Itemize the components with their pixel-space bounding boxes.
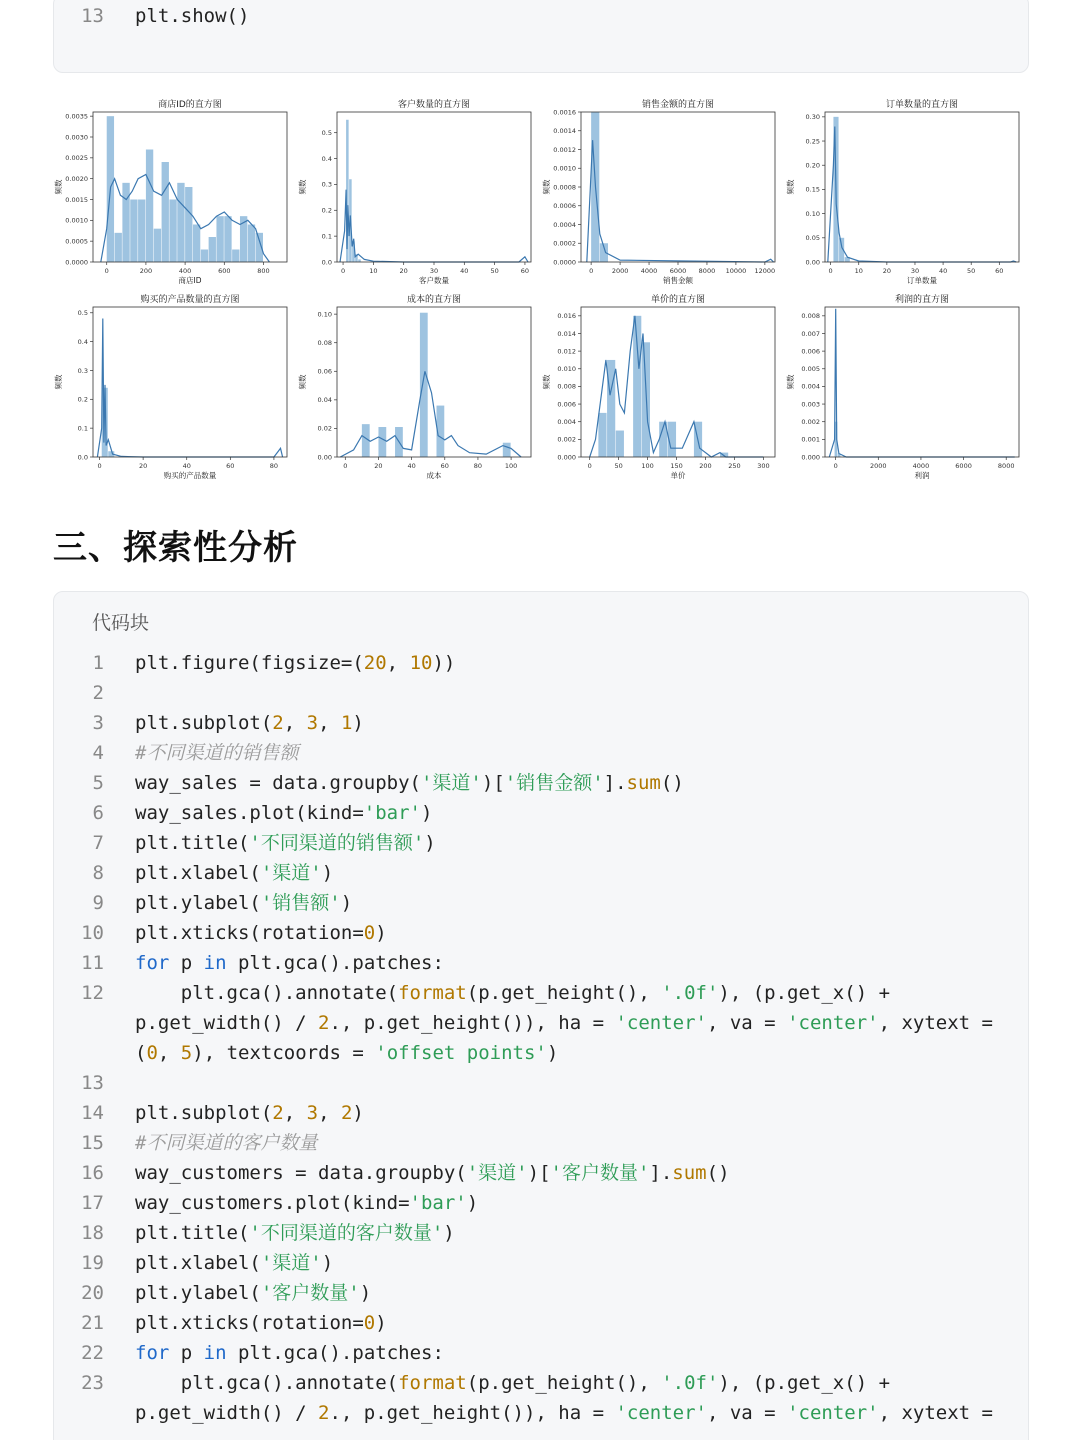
code-line (54, 888, 1028, 918)
code-text: p.get_width() / 2., p.get_height()), ha = 'center', va = 'center', xytext = (135, 1012, 993, 1034)
line-number: 14 (81, 1102, 104, 1124)
kde-line (587, 140, 774, 262)
y-axis-label: 频数 (786, 374, 795, 390)
y-tick-label: 0.20 (805, 161, 820, 170)
chart-title: 客户数量的直方图 (397, 100, 471, 110)
line-number: 9 (92, 892, 104, 914)
line-number: 3 (92, 712, 104, 734)
y-tick-label: 0.0004 (553, 220, 576, 229)
x-tick-label: 200 (699, 462, 712, 470)
x-tick-label: 40 (407, 462, 416, 470)
x-tick-label: 0 (104, 267, 109, 275)
y-tick-label: 0.0016 (553, 108, 576, 117)
line-number: 17 (81, 1192, 104, 1214)
x-tick-label: 2000 (870, 462, 887, 470)
y-tick-label: 0.003 (801, 400, 820, 409)
y-tick-label: 0.0 (321, 258, 332, 267)
line-number: 18 (81, 1222, 104, 1244)
line-number: 8 (92, 862, 104, 884)
chart-title: 购买的产品数量的直方图 (140, 295, 240, 305)
plot-frame (825, 307, 1019, 457)
plot-frame (337, 112, 531, 262)
code-text: plt.xlabel('渠道') (135, 862, 334, 884)
y-tick-label: 0.0020 (65, 174, 88, 183)
line-number: 10 (81, 922, 104, 944)
line-number: 13 (81, 1072, 104, 1094)
code-text: plt.gca().annotate(format(p.get_height(), '.0f'), (p.get_x() + (135, 1372, 891, 1394)
code-text: way_sales.plot(kind='bar') (135, 802, 433, 824)
line-number: 16 (81, 1162, 104, 1184)
y-tick-label: 0.0000 (65, 258, 88, 267)
code-line (54, 798, 1028, 828)
histogram-bar (224, 216, 231, 262)
y-tick-label: 0.5 (77, 309, 88, 318)
x-tick-label: 0 (833, 462, 838, 470)
code-text: plt.gca().annotate(format(p.get_height(), '.0f'), (p.get_x() + (135, 982, 891, 1004)
chart-title: 单价的直方图 (650, 295, 706, 305)
x-tick-label: 0 (589, 267, 594, 275)
y-tick-label: 0.0035 (65, 112, 88, 121)
code-text: way_customers.plot(kind='bar') (135, 1192, 479, 1214)
code-text: plt.subplot(2, 3, 2) (135, 1102, 364, 1124)
x-tick-label: 200 (139, 267, 153, 275)
line-number: 19 (81, 1252, 104, 1274)
y-tick-label: 0.016 (557, 312, 576, 321)
y-tick-label: 0.02 (317, 424, 332, 433)
y-tick-label: 0.0030 (65, 133, 88, 142)
y-axis-label: 频数 (786, 179, 795, 195)
x-tick-label: 800 (257, 267, 270, 275)
line-number: 20 (81, 1282, 104, 1304)
histogram-bar (201, 250, 208, 263)
code-text: plt.ylabel('销售额') (135, 892, 353, 914)
x-tick-label: 0 (828, 267, 833, 275)
y-tick-label: 0.10 (805, 209, 820, 218)
x-tick-label: 30 (429, 267, 439, 275)
histogram-bar (633, 316, 641, 457)
code-text: plt.title('不同渠道的销售额') (135, 832, 436, 854)
histogram-bar (154, 229, 161, 262)
code-line (54, 918, 1028, 948)
y-tick-label: 0.3 (321, 180, 332, 189)
histogram-bar (232, 250, 239, 263)
x-tick-label: 30 (910, 267, 920, 275)
y-tick-label: 0.10 (317, 310, 332, 319)
line-number: 23 (81, 1372, 104, 1394)
y-tick-label: 0.0012 (553, 145, 576, 154)
y-tick-label: 0.08 (317, 339, 332, 348)
plot-frame (825, 112, 1019, 262)
histogram-bar (248, 225, 255, 263)
line-number: 1 (92, 652, 104, 674)
histogram-bar (598, 413, 606, 457)
histogram-bar (115, 233, 122, 262)
code-line (54, 1008, 1028, 1038)
x-tick-label: 10000 (725, 267, 747, 275)
line-number: 6 (92, 802, 104, 824)
y-tick-label: 0.006 (801, 347, 820, 356)
code-text: plt.xlabel('渠道') (135, 1252, 334, 1274)
x-tick-label: 0 (587, 462, 592, 470)
y-tick-label: 0.000 (801, 453, 820, 462)
code-text: for p in plt.gca().patches: (135, 952, 444, 974)
code-line (54, 1278, 1028, 1308)
y-tick-label: 0.4 (77, 337, 88, 346)
code-text: for p in plt.gca().patches: (135, 1342, 444, 1364)
code-text: #不同渠道的客户数量 (135, 1132, 318, 1154)
x-tick-label: 40 (460, 267, 469, 275)
x-tick-label: 60 (440, 462, 449, 470)
code-text: plt.title('不同渠道的客户数量') (135, 1222, 455, 1244)
x-tick-label: 8000 (698, 267, 716, 275)
x-tick-label: 400 (178, 267, 192, 275)
y-tick-label: 0.008 (557, 382, 576, 391)
code-text: plt.show() (135, 5, 250, 27)
histogram-bar (185, 187, 192, 262)
section-heading: 三、探索性分析 (53, 528, 298, 568)
y-axis-label: 频数 (542, 374, 551, 390)
x-tick-label: 100 (504, 462, 518, 470)
x-tick-label: 0 (97, 462, 102, 470)
y-tick-label: 0.0 (77, 453, 88, 462)
x-tick-label: 40 (938, 267, 948, 275)
x-axis-label: 购买的产品数量 (163, 471, 217, 480)
line-number: 21 (81, 1312, 104, 1334)
y-tick-label: 0.0006 (553, 202, 576, 211)
y-axis-label: 频数 (542, 179, 551, 195)
y-tick-label: 0.0010 (553, 164, 576, 173)
x-axis-label: 订单数量 (907, 276, 937, 285)
y-tick-label: 0.00 (805, 258, 820, 267)
x-tick-label: 10 (369, 267, 378, 275)
line-number: 5 (92, 772, 104, 794)
histogram-bar (193, 225, 200, 263)
y-tick-label: 0.008 (801, 312, 820, 321)
x-axis-label: 客户数量 (419, 276, 449, 285)
x-tick-label: 12000 (754, 267, 776, 275)
code-line (54, 858, 1028, 888)
y-axis-label: 频数 (54, 374, 63, 390)
histogram-bar (378, 427, 386, 457)
code-line (54, 678, 1028, 708)
code-text: way_sales = data.groupby('渠道')['销售金额'].sum() (135, 772, 684, 794)
y-tick-label: 0.00 (317, 453, 332, 462)
y-tick-label: 0.05 (805, 234, 820, 243)
y-tick-label: 0.010 (557, 365, 576, 374)
y-tick-label: 0.006 (557, 400, 576, 409)
chart-title: 订单数量的直方图 (885, 100, 959, 110)
code-line (54, 648, 1028, 678)
code-line (54, 1158, 1028, 1188)
y-axis-label: 频数 (298, 374, 307, 390)
histogram-bar (177, 183, 184, 262)
line-number: 11 (81, 952, 104, 974)
code-line (54, 978, 1028, 1008)
code-line (54, 1398, 1028, 1428)
y-tick-label: 0.0008 (553, 183, 576, 192)
x-tick-label: 2000 (611, 267, 629, 275)
y-tick-label: 0.0000 (553, 258, 576, 267)
code-line (54, 1068, 1028, 1098)
y-tick-label: 0.25 (805, 137, 820, 146)
code-line (54, 1038, 1028, 1068)
code-line (54, 1218, 1028, 1248)
x-tick-label: 60 (520, 267, 530, 275)
x-tick-label: 4000 (912, 462, 930, 470)
x-tick-label: 100 (641, 462, 654, 470)
code-text: #不同渠道的销售额 (135, 742, 299, 764)
y-tick-label: 0.3 (77, 366, 88, 375)
code-line (54, 738, 1028, 768)
code-line (54, 708, 1028, 738)
x-tick-label: 0 (343, 462, 348, 470)
x-tick-label: 8000 (997, 462, 1015, 470)
plot-frame (581, 112, 775, 262)
y-tick-label: 0.1 (321, 232, 332, 241)
histogram-bar (420, 313, 428, 457)
y-tick-label: 0.004 (801, 382, 820, 391)
code-line (54, 768, 1028, 798)
x-tick-label: 60 (995, 267, 1004, 275)
code-block-label: 代码块 (92, 612, 150, 634)
y-tick-label: 0.15 (805, 185, 820, 194)
code-text: p.get_width() / 2., p.get_height()), ha = 'center', va = 'center', xytext = (135, 1402, 993, 1424)
code-text: (0, 5), textcoords = 'offset points') (135, 1042, 559, 1064)
x-tick-label: 50 (614, 462, 623, 470)
x-tick-label: 80 (473, 462, 483, 470)
code-line (54, 948, 1028, 978)
x-tick-label: 20 (138, 462, 148, 470)
chart-title: 商店ID的直方图 (158, 100, 222, 110)
y-tick-label: 0.000 (557, 453, 576, 462)
x-tick-label: 150 (670, 462, 683, 470)
code-line (54, 1188, 1028, 1218)
x-tick-label: 6000 (955, 462, 972, 470)
code-text: plt.subplot(2, 3, 1) (135, 712, 364, 734)
y-tick-label: 0.1 (77, 424, 88, 433)
histogram-bar (503, 443, 511, 457)
x-axis-label: 利润 (914, 471, 930, 480)
x-tick-label: 50 (967, 267, 976, 275)
y-tick-label: 0.0025 (65, 154, 88, 163)
x-axis-label: 成本 (426, 471, 442, 480)
y-tick-label: 0.007 (801, 329, 820, 338)
histogram-grid (53, 95, 1029, 490)
histogram-bar (209, 237, 216, 262)
code-line (54, 1248, 1028, 1278)
code-block (53, 591, 1029, 1440)
x-tick-label: 4000 (640, 267, 658, 275)
chart-title: 利润的直方图 (894, 295, 950, 305)
histogram-bar (216, 216, 223, 262)
kde-line (828, 127, 1016, 263)
kde-line (829, 309, 1014, 457)
code-line (54, 1338, 1028, 1368)
x-tick-label: 50 (490, 267, 499, 275)
code-line (54, 1368, 1028, 1398)
histogram-bar (122, 183, 129, 262)
code-block-top (53, 0, 1029, 73)
x-axis-label: 销售金额 (663, 276, 693, 285)
line-number: 12 (81, 982, 104, 1004)
code-line (54, 1128, 1028, 1158)
y-tick-label: 0.0015 (65, 195, 88, 204)
y-tick-label: 0.002 (557, 435, 576, 444)
y-tick-label: 0.30 (805, 113, 820, 122)
histogram-bar (616, 431, 624, 457)
line-number: 7 (92, 832, 104, 854)
code-text: plt.xticks(rotation=0) (135, 922, 387, 944)
x-tick-label: 0 (340, 267, 346, 275)
x-axis-label: 商店ID (178, 276, 202, 285)
x-tick-label: 10 (854, 267, 863, 275)
code-text: plt.figure(figsize=(20, 10)) (135, 652, 456, 674)
y-tick-label: 0.2 (77, 395, 88, 404)
code-text: way_customers = data.groupby('渠道')['客户数量'].sum() (135, 1162, 730, 1184)
y-tick-label: 0.06 (317, 367, 332, 376)
x-tick-label: 80 (269, 462, 279, 470)
line-number: 15 (81, 1132, 104, 1154)
code-text: plt.ylabel('客户数量') (135, 1282, 372, 1304)
y-tick-label: 0.04 (317, 396, 332, 405)
code-text: plt.xticks(rotation=0) (135, 1312, 387, 1334)
x-tick-label: 20 (399, 267, 408, 275)
y-tick-label: 0.0010 (65, 216, 88, 225)
line-number: 4 (92, 742, 104, 764)
plot-frame (93, 307, 287, 457)
y-tick-label: 0.014 (557, 329, 576, 338)
x-tick-label: 20 (374, 462, 383, 470)
histogram-bar (130, 200, 137, 263)
line-number: 13 (81, 5, 104, 27)
kde-line (97, 319, 282, 458)
line-number: 22 (81, 1342, 104, 1364)
y-tick-label: 0.0014 (553, 127, 576, 136)
y-axis-label: 频数 (54, 179, 63, 195)
x-tick-label: 600 (218, 267, 231, 275)
histogram-bar (169, 200, 176, 263)
x-tick-label: 6000 (669, 267, 687, 275)
histogram-figure (53, 95, 1029, 490)
y-tick-label: 0.4 (321, 154, 332, 163)
y-tick-label: 0.002 (801, 418, 820, 427)
code-lines (54, 648, 1028, 1428)
line-number: 2 (92, 682, 104, 704)
y-tick-label: 0.004 (557, 418, 576, 427)
y-tick-label: 0.2 (321, 206, 332, 215)
y-tick-label: 0.5 (321, 128, 332, 137)
x-axis-label: 单价 (670, 471, 686, 480)
y-tick-label: 0.012 (557, 347, 576, 356)
y-axis-label: 频数 (298, 179, 307, 195)
y-tick-label: 0.0005 (65, 237, 88, 246)
histogram-bar (162, 162, 169, 262)
chart-title: 销售金额的直方图 (641, 100, 715, 110)
x-tick-label: 20 (882, 267, 891, 275)
code-line (54, 1098, 1028, 1128)
code-line (54, 1308, 1028, 1338)
y-tick-label: 0.001 (801, 435, 820, 444)
y-tick-label: 0.005 (801, 365, 820, 374)
chart-title: 成本的直方图 (406, 295, 462, 305)
x-tick-label: 40 (182, 462, 191, 470)
y-tick-label: 0.0002 (553, 239, 576, 248)
kde-line (340, 190, 528, 262)
x-tick-label: 60 (226, 462, 235, 470)
code-line (54, 828, 1028, 858)
x-tick-label: 250 (728, 462, 741, 470)
x-tick-label: 300 (757, 462, 770, 470)
histogram-bar (138, 200, 145, 263)
histogram-bar (146, 150, 153, 263)
